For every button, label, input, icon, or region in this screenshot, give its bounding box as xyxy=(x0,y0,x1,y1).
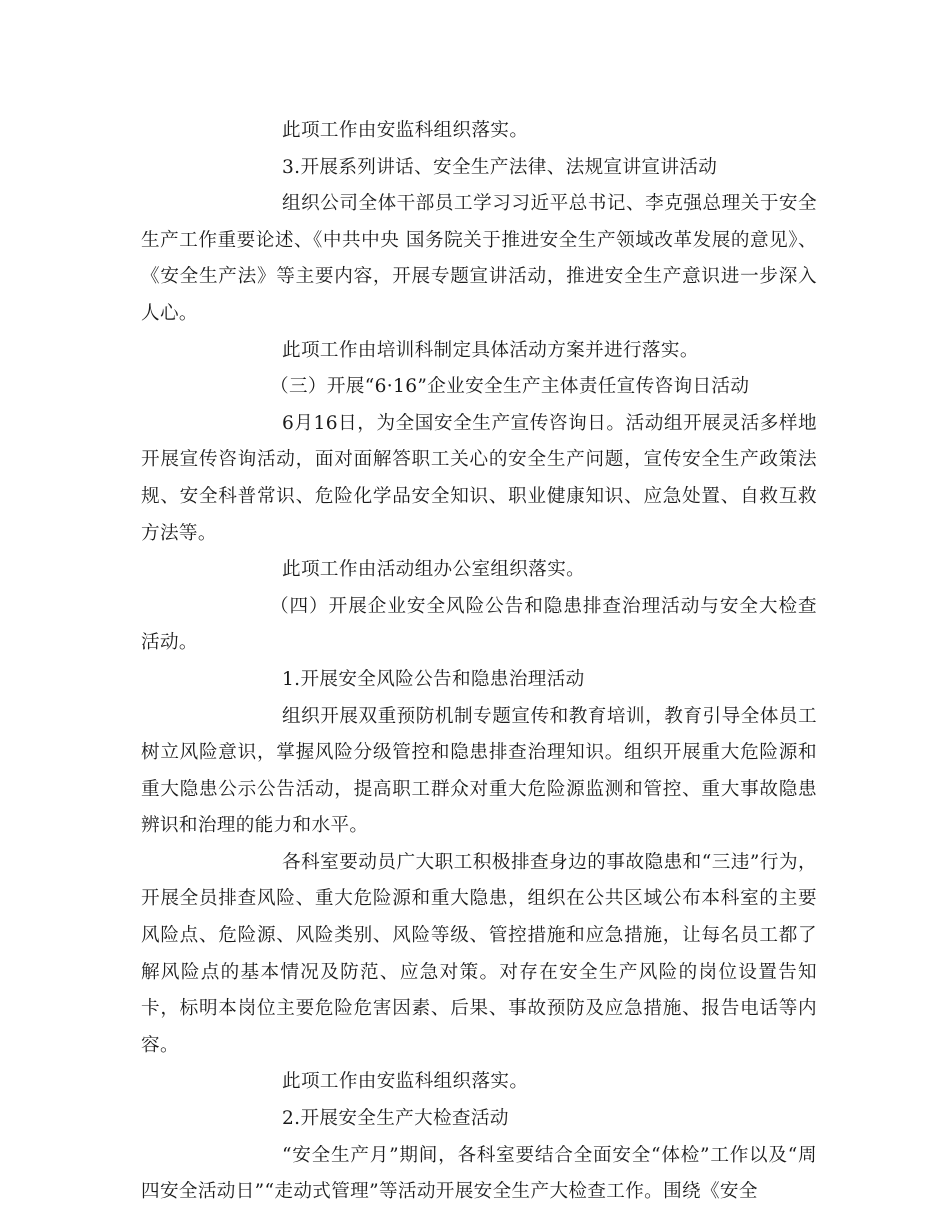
subsection-heading: 3.开展系列讲话、安全生产法律、法规宣讲宣讲活动 xyxy=(282,156,718,178)
body-paragraph: 此项工作由安监科组织落实。 xyxy=(282,1071,529,1093)
subsection-heading: 1.开展安全风险公告和隐患治理活动 xyxy=(282,668,585,690)
document-body xyxy=(141,113,817,1211)
body-paragraph: “安全生产月”期间，各科室要结合全面安全“体检”工作以及“周四安全活动日”“走动式管理”等活动开展安全生产大检查工作。围绕《安全 xyxy=(141,1144,817,1203)
section-heading: （三）开展“6·16”企业安全生产主体责任宣传咨询日活动 xyxy=(270,376,750,398)
body-paragraph: 组织开展双重预防机制专题宣传和教育培训，教育引导全体员工树立风险意识，掌握风险分级管控和隐患排查治理知识。组织开展重大危险源和重大隐患公示公告活动，提高职工群众对重大危险源监测和管控、重大事故隐患辨识和治理的能力和水平。 xyxy=(141,705,817,837)
body-paragraph: 此项工作由活动组办公室组织落实。 xyxy=(282,559,586,581)
body-paragraph: 此项工作由安监科组织落实。 xyxy=(282,120,529,141)
body-paragraph: 6月16日，为全国安全生产宣传咨询日。活动组开展灵活多样地开展宣传咨询活动，面对面解答职工关心的安全生产问题，宣传安全生产政策法规、安全科普常识、危险化学品安全知识、职业健康知识、应急处置、自救互救方法等。 xyxy=(141,412,817,544)
body-paragraph: 此项工作由培训科制定具体活动方案并进行落实。 xyxy=(282,339,699,361)
body-paragraph: 组织公司全体干部员工学习习近平总书记、李克强总理关于安全生产工作重要论述、《中共中央 国务院关于推进安全生产领域改革发展的意见》、《安全生产法》等主要内容，开展专题宣讲活动，推进安全生产意识进一步深入人心。 xyxy=(141,193,817,324)
subsection-heading: 2.开展安全生产大检查活动 xyxy=(282,1108,509,1130)
section-heading: （四）开展企业安全风险公告和隐患排查治理活动与安全大检查活动。 xyxy=(141,595,817,654)
body-paragraph: 各科室要动员广大职工积极排查身边的事故隐患和“三违”行为，开展全员排查风险、重大危险源和重大隐患，组织在公共区域公布本科室的主要风险点、危险源、风险类别、风险等级、管控措施和应急措施，让每名员工都了解风险点的基本情况及防范、应急对策。对存在安全生产风险的岗位设置告知卡，标明本岗位主要危险危害因素、后果、事故预防及应急措施、报告电话等内容。 xyxy=(141,851,817,1056)
